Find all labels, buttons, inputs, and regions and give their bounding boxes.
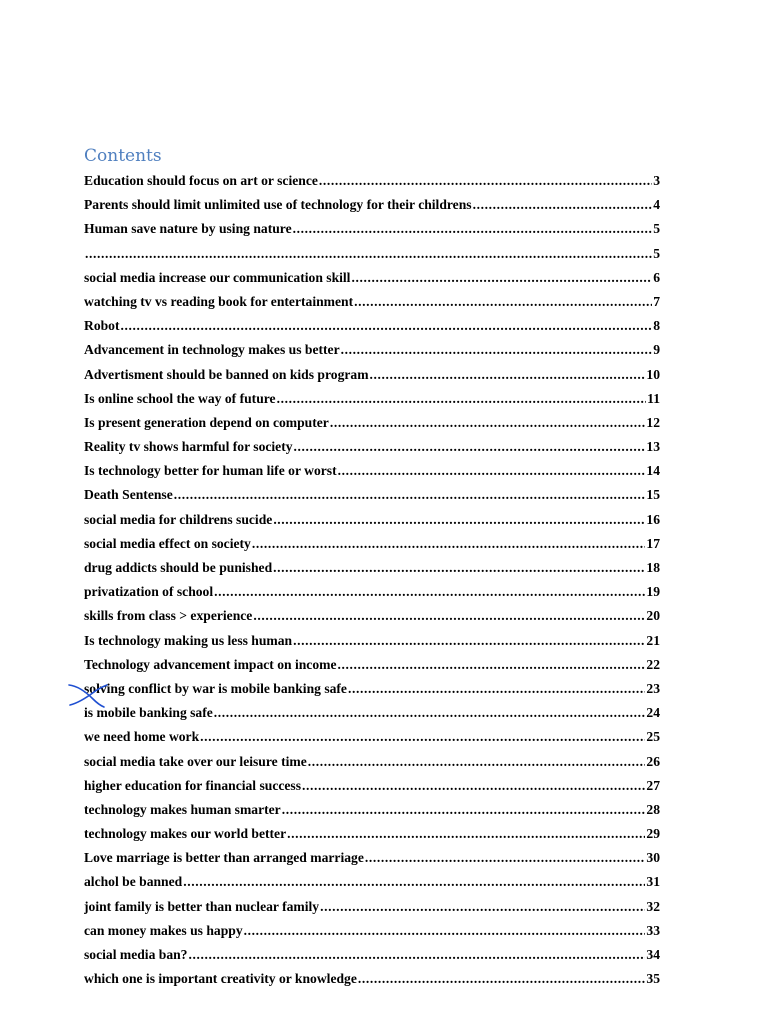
toc-entry-page-number: 4 [653,197,660,213]
toc-entry[interactable] [84,655,660,679]
toc-entry-page-number: 17 [646,535,660,551]
toc-entry-page-number: 29 [646,826,660,842]
toc-entry-page-number: 24 [646,705,660,721]
toc-dot-leader [244,921,646,941]
toc-dot-leader [183,872,645,892]
toc-entry[interactable] [84,752,660,776]
toc-entry-title: Parents should limit unlimited use of technology for their childrens [84,197,472,213]
toc-dot-leader [338,655,646,675]
toc-dot-leader [273,558,645,578]
toc-entry-page-number: 31 [646,874,660,890]
toc-entry-page-number: 27 [646,777,660,793]
toc-dot-leader [214,703,646,723]
toc-entry[interactable] [84,534,660,558]
toc-dot-leader [282,800,646,820]
toc-entry[interactable] [84,606,660,630]
toc-entry-title: Education should focus on art or science [84,173,318,188]
toc-entry-page-number: 22 [646,656,660,672]
toc-heading: Contents [84,146,162,166]
toc-entry-page-number: 8 [653,318,660,334]
toc-dot-leader [214,582,645,602]
toc-entry[interactable] [84,292,660,316]
toc-entry[interactable] [84,268,660,292]
toc-entry-page-number: 28 [646,801,660,817]
toc-dot-leader [85,244,652,264]
toc-entry-title: Technology advancement impact on income [84,656,337,672]
toc-entry[interactable] [84,848,660,872]
toc-entry-page-number: 19 [646,584,660,600]
toc-entry[interactable] [84,945,660,969]
toc-dot-leader [308,752,646,772]
toc-dot-leader [341,340,653,360]
toc-entry[interactable] [84,558,660,582]
toc-dot-leader [121,316,653,336]
toc-entry-title: which one is important creativity or knowledge [84,971,357,987]
toc-entry[interactable] [84,219,660,243]
toc-dot-leader [473,195,653,215]
toc-dot-leader [302,776,645,796]
toc-dot-leader [330,413,646,433]
toc-entry-title: Advancement in technology makes us better [84,342,340,358]
toc-dot-leader [252,534,646,554]
toc-entry-title: joint family is better than nuclear family [84,898,320,914]
toc-entry-page-number: 30 [646,850,660,866]
toc-dot-leader [348,679,645,699]
toc-entry[interactable] [84,171,660,195]
toc-list [84,171,660,993]
toc-entry-page-number: 12 [646,414,660,430]
toc-entry-title: social media take over our leisure time [84,753,307,769]
toc-dot-leader [277,389,647,409]
toc-entry[interactable] [84,872,660,896]
toc-entry[interactable] [84,824,660,848]
toc-entry-page-number: 23 [646,680,660,696]
toc-entry-page-number: 20 [646,608,660,624]
toc-entry-title: Advertisment should be banned on kids program [84,366,369,382]
toc-entry-page-number: 5 [653,221,660,237]
toc-entry-page-number: 35 [646,971,660,987]
toc-entry-title: privatization of school [84,584,214,600]
toc-entry-page-number: 6 [653,269,660,285]
toc-entry-title: technology makes our world better [84,826,287,842]
toc-entry-title: Reality tv shows harmful for society [84,439,293,455]
toc-entry[interactable] [84,727,660,751]
toc-entry-page-number: 10 [646,366,660,382]
toc-dot-leader [253,606,645,626]
toc-entry-page-number: 14 [646,463,660,479]
toc-dot-leader [351,268,652,288]
toc-entry[interactable] [84,316,660,340]
toc-entry-page-number: 15 [646,487,660,503]
toc-entry-page-number: 16 [646,511,660,527]
toc-entry-title: we need home work [84,729,200,745]
toc-entry-page-number: 34 [646,947,660,962]
toc-entry-title: Is technology making us less human [84,632,293,648]
toc-entry[interactable] [84,679,660,703]
toc-dot-leader [338,461,646,481]
toc-entry[interactable] [84,340,660,364]
toc-entry[interactable] [84,485,660,509]
toc-entry-page-number: 33 [646,922,660,938]
toc-entry-page-number: 32 [646,898,660,914]
toc-entry[interactable] [84,969,660,993]
toc-entry-title: Robot [84,318,120,334]
toc-entry-page-number: 7 [653,293,660,309]
toc-entry[interactable] [84,776,660,800]
toc-entry-page-number: 11 [647,390,660,406]
toc-entry-title: Love marriage is better than arranged marriage [84,850,364,866]
toc-dot-leader [370,365,646,385]
toc-entry-title: social media for childrens sucide [84,511,273,527]
toc-entry[interactable] [84,897,660,921]
toc-entry[interactable] [84,921,660,945]
toc-entry-page-number: 9 [653,342,660,358]
toc-dot-leader [293,219,653,239]
toc-entry-title: Is technology better for human life or worst [84,463,337,479]
toc-entry[interactable] [84,800,660,824]
toc-entry-page-number: 5 [653,245,660,261]
toc-dot-leader [293,631,645,651]
toc-dot-leader [294,437,646,457]
toc-dot-leader [358,969,646,989]
toc-dot-leader [319,171,652,191]
toc-entry-title: social media ban? [84,947,188,962]
toc-entry[interactable] [84,413,660,437]
toc-entry-page-number: 26 [646,753,660,769]
toc-dot-leader [188,945,645,965]
toc-entry-title: social media increase our communication skill [84,269,351,285]
toc-entry-title: watching tv vs reading book for entertainment [84,293,354,309]
toc-entry-title: Is online school the way of future [84,390,276,406]
toc-entry-title: Human save nature by using nature [84,221,292,237]
toc-entry[interactable] [84,510,660,534]
toc-entry-page-number: 21 [646,632,660,648]
toc-dot-leader [287,824,645,844]
toc-entry-title: Is present generation depend on computer [84,414,329,430]
toc-entry-title: social media effect on society [84,535,251,551]
toc-entry-title: Death Sentense [84,487,173,503]
toc-entry[interactable] [84,365,660,389]
toc-entry-title: is mobile banking safe [84,705,213,721]
toc-entry-page-number: 25 [646,729,660,745]
toc-entry[interactable] [84,437,660,461]
toc-entry-page-number: 18 [646,560,660,575]
toc-dot-leader [354,292,652,312]
toc-entry-title: alchol be banned [84,874,183,890]
toc-entry-page-number: 3 [653,173,660,188]
toc-dot-leader [174,485,646,505]
toc-entry-title: can money makes us happy [84,922,243,938]
toc-dot-leader [320,897,645,917]
toc-entry[interactable] [84,195,660,219]
toc-entry-title: technology makes human smarter [84,801,281,817]
toc-entry[interactable] [84,461,660,485]
toc-dot-leader [273,510,645,530]
toc-entry[interactable] [84,389,660,413]
toc-entry-title: drug addicts should be punished [84,560,273,575]
toc-entry[interactable] [84,244,660,268]
toc-entry[interactable] [84,703,660,727]
toc-entry-title: solving conflict by war is mobile banking safe [84,680,347,696]
toc-dot-leader [200,727,645,747]
toc-entry[interactable] [84,631,660,655]
toc-entry-title: skills from class > experience [84,608,253,624]
toc-dot-leader [365,848,646,868]
toc-entry-page-number: 13 [646,439,660,455]
toc-entry-title: higher education for financial success [84,777,302,793]
toc-entry[interactable] [84,582,660,606]
